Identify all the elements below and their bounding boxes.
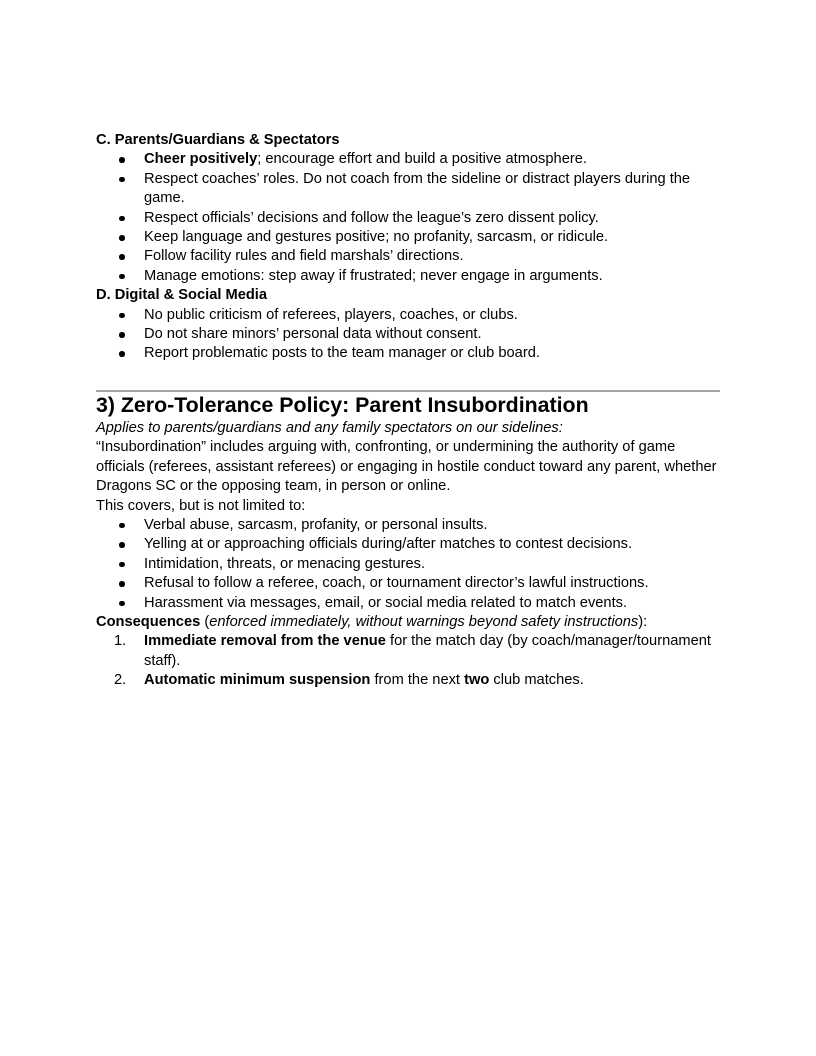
consequences-label-close: ):: [638, 613, 648, 630]
list-item-text: for the match day (by coach/manager/tournament staff).: [144, 633, 711, 669]
numbered-list-item: [114, 632, 720, 671]
section-d-list: [96, 306, 720, 364]
section-d-heading: D. Digital & Social Media: [96, 287, 268, 304]
policy-covers-intro: This covers, but is not limited to:: [96, 497, 306, 514]
list-item: Report problematic posts to the team manager or club board.: [144, 344, 720, 363]
list-item-bold-text: Immediate removal from the venue: [144, 633, 386, 650]
list-item: Follow facility rules and field marshals’ directions.: [144, 247, 720, 266]
consequences-label-italic: enforced immediately, without warnings beyond safety instructions: [209, 613, 639, 630]
section-c-heading: C. Parents/Guardians & Spectators: [96, 132, 340, 148]
consequences-label-open: (: [200, 613, 210, 630]
list-item: Refusal to follow a referee, coach, or tournament director’s lawful instructions.: [144, 574, 720, 593]
list-item: No public criticism of referees, players, coaches, or clubs.: [144, 306, 720, 325]
consequences-label: [96, 613, 720, 632]
list-item: Manage emotions: step away if frustrated; never engage in arguments.: [144, 267, 720, 286]
list-item: Verbal abuse, sarcasm, profanity, or personal insults.: [144, 516, 720, 535]
list-item: Keep language and gestures positive; no profanity, sarcasm, or ridicule.: [144, 228, 720, 247]
policy-applies-note: Applies to parents/guardians and any family spectators on our sidelines:: [96, 419, 563, 436]
list-item-text: club matches.: [489, 672, 584, 689]
list-item: Yelling at or approaching officials during/after matches to contest decisions.: [144, 535, 720, 554]
list-item-bold-text: Automatic minimum suspension: [144, 672, 371, 689]
list-number: 2.: [114, 672, 127, 689]
list-item: Do not share minors’ personal data without consent.: [144, 325, 720, 344]
consequences-label-bold: Consequences: [96, 613, 201, 630]
list-item: Harassment via messages, email, or social media related to match events.: [144, 594, 720, 613]
list-item-bold-text: two: [464, 672, 490, 689]
list-item: [144, 150, 720, 169]
policy-covers-list: [96, 516, 720, 613]
list-item: Intimidation, threats, or menacing gestures.: [144, 555, 720, 574]
list-item-bold-text: Cheer positively: [144, 151, 258, 168]
policy-heading: 3) Zero‑Tolerance Policy: Parent Insubordination: [96, 392, 589, 417]
list-item-text: from the next: [370, 672, 465, 689]
consequences-list: [96, 632, 720, 690]
policy-definition: “Insubordination” includes arguing with, confronting, or undermining the authority of game officials (referees, assistant referees) or engaging in hostile conduct toward any parent, whether Dragons SC or the opposing team, in person or online.: [96, 439, 717, 495]
section-c-list: [96, 150, 720, 286]
list-item: Respect officials’ decisions and follow the league’s zero dissent policy.: [144, 209, 720, 228]
list-item: Respect coaches’ roles. Do not coach from the sideline or distract players during the game.: [144, 170, 720, 209]
list-item-text: ; encourage effort and build a positive atmosphere.: [257, 151, 587, 168]
numbered-list-item: [114, 671, 720, 690]
list-number: 1.: [114, 633, 127, 650]
